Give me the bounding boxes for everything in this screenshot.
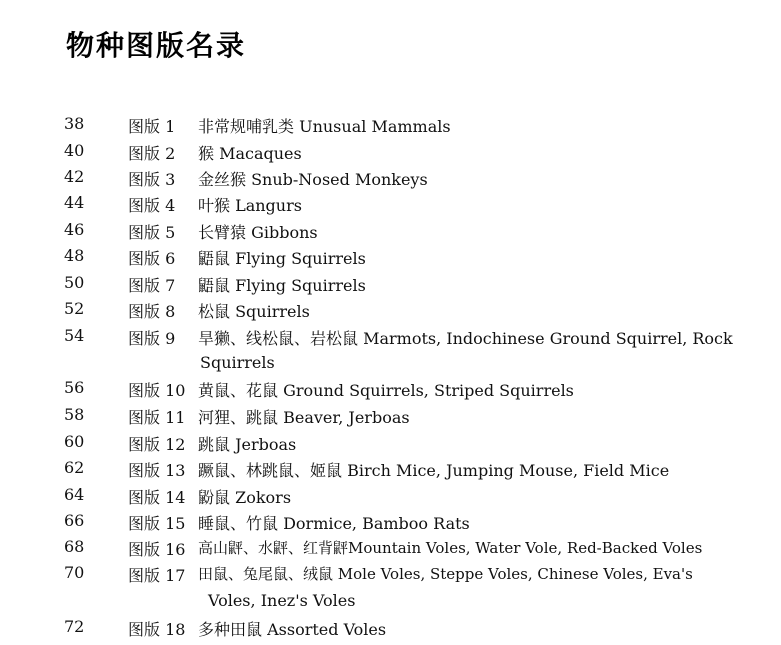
species-name: 高山䶄、水䶄、红背䶄Mountain Voles, Water Vole, Red-Backed Voles xyxy=(198,539,703,557)
page-number: 52 xyxy=(64,299,85,318)
species-name: 鼢鼠 Zokors xyxy=(198,488,292,507)
page-number: 68 xyxy=(64,537,85,556)
species-name: 旱獭、线松鼠、岩松鼠 Marmots, Indochinese Ground Squirrel, Rock xyxy=(198,329,733,348)
page-number: 58 xyxy=(64,405,85,424)
plate-label: 图版 16 xyxy=(128,540,186,559)
species-name: 鼯鼠 Flying Squirrels xyxy=(198,276,366,295)
species-name: 叶猴 Langurs xyxy=(198,196,302,215)
list-item xyxy=(0,405,781,433)
plate-label: 图版 10 xyxy=(128,381,186,400)
page-number: 48 xyxy=(64,246,85,265)
list-item xyxy=(0,246,781,274)
species-name: 金丝猴 Snub-Nosed Monkeys xyxy=(198,170,428,189)
plate-label: 图版 2 xyxy=(128,144,176,163)
list-item-continuation xyxy=(0,353,781,381)
list-item xyxy=(0,114,781,142)
page-number: 66 xyxy=(64,511,85,530)
plate-label: 图版 13 xyxy=(128,461,186,480)
list-item xyxy=(0,537,781,565)
list-item xyxy=(0,511,781,539)
species-name: 睡鼠、竹鼠 Dormice, Bamboo Rats xyxy=(198,514,470,533)
list-item xyxy=(0,617,781,645)
plate-label: 图版 12 xyxy=(128,435,186,454)
plate-label: 图版 1 xyxy=(128,117,176,136)
page-number: 72 xyxy=(64,617,85,636)
species-name: 黄鼠、花鼠 Ground Squirrels, Striped Squirrels xyxy=(198,381,574,400)
page-number: 38 xyxy=(64,114,85,133)
species-name-continuation: Squirrels xyxy=(200,353,275,372)
list-item xyxy=(0,299,781,327)
plate-label: 图版 4 xyxy=(128,196,176,215)
plate-label: 图版 8 xyxy=(128,302,176,321)
species-name: 松鼠 Squirrels xyxy=(198,302,310,321)
species-name: 蹶鼠、林跳鼠、姬鼠 Birch Mice, Jumping Mouse, Field Mice xyxy=(198,461,670,480)
plate-label: 图版 5 xyxy=(128,223,176,242)
species-name: 跳鼠 Jerboas xyxy=(198,435,297,454)
plate-label: 图版 11 xyxy=(128,408,186,427)
list-item xyxy=(0,485,781,513)
species-name: 多种田鼠 Assorted Voles xyxy=(198,620,387,639)
species-name: 田鼠、兔尾鼠、绒鼠 Mole Voles, Steppe Voles, Chinese Voles, Eva's xyxy=(198,565,693,583)
plate-label: 图版 17 xyxy=(128,566,186,585)
page-number: 54 xyxy=(64,326,85,345)
list-item xyxy=(0,563,781,591)
page-number: 46 xyxy=(64,220,85,239)
page-number: 44 xyxy=(64,193,85,212)
page-number: 40 xyxy=(64,141,85,160)
species-name: 河狸、跳鼠 Beaver, Jerboas xyxy=(198,408,410,427)
list-item xyxy=(0,193,781,221)
page-number: 70 xyxy=(64,563,85,582)
list-item xyxy=(0,378,781,406)
plate-label: 图版 15 xyxy=(128,514,186,533)
page-number: 42 xyxy=(64,167,85,186)
list-item xyxy=(0,432,781,460)
plate-label: 图版 18 xyxy=(128,620,186,639)
list-item xyxy=(0,141,781,169)
page-number: 60 xyxy=(64,432,85,451)
species-name: 非常规哺乳类 Unusual Mammals xyxy=(198,117,451,136)
list-item xyxy=(0,326,781,354)
page-title: 物种图版名录 xyxy=(66,29,247,62)
page-number: 62 xyxy=(64,458,85,477)
plate-label: 图版 3 xyxy=(128,170,176,189)
list-item xyxy=(0,167,781,195)
species-name: 猴 Macaques xyxy=(198,144,302,163)
list-item xyxy=(0,220,781,248)
plate-label: 图版 7 xyxy=(128,276,176,295)
list-item-continuation xyxy=(0,591,781,619)
species-name: 长臂猿 Gibbons xyxy=(198,223,318,242)
page-number: 64 xyxy=(64,485,85,504)
plate-label: 图版 6 xyxy=(128,249,176,268)
plate-label: 图版 14 xyxy=(128,488,186,507)
species-name: 鼯鼠 Flying Squirrels xyxy=(198,249,366,268)
list-item xyxy=(0,273,781,301)
page-number: 56 xyxy=(64,378,85,397)
page-number: 50 xyxy=(64,273,85,292)
species-name-continuation: Voles, Inez's Voles xyxy=(208,591,356,610)
plate-label: 图版 9 xyxy=(128,329,176,348)
list-item xyxy=(0,458,781,486)
